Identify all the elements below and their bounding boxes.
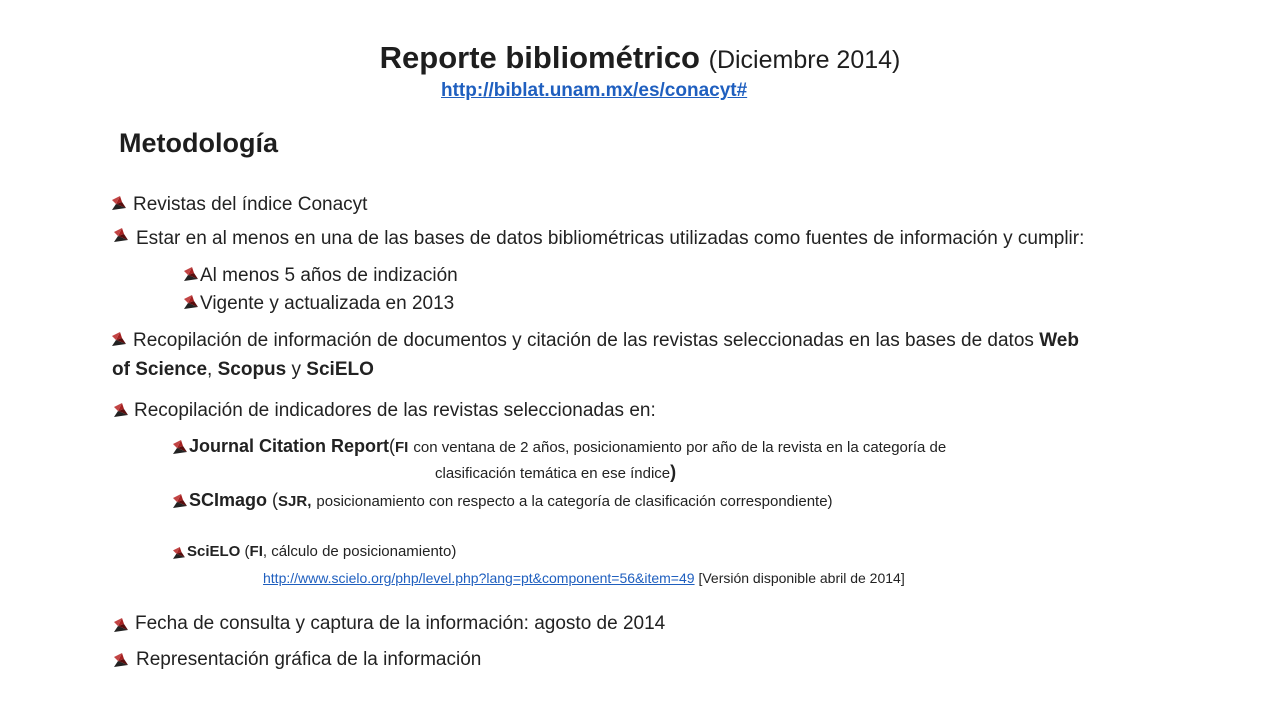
sub-bullet-indizacion: Al menos 5 años de indización bbox=[200, 265, 458, 286]
jcr-desc-2: clasificación temática en ese índice bbox=[435, 465, 671, 482]
bullet-conacyt: Revistas del índice Conacyt bbox=[133, 194, 368, 215]
b3-scopus: Scopus bbox=[217, 359, 287, 380]
biblat-link[interactable]: http://biblat.unam.mx/es/conacyt# bbox=[441, 80, 748, 101]
bullet-bases-datos: Estar en al menos en una de las bases de datos bibliométricas utilizadas como fuentes de información y cumplir: bbox=[136, 228, 1085, 249]
scimago-sjr: SJR, bbox=[278, 493, 312, 510]
jcr-open: ( bbox=[389, 436, 396, 456]
pinwheel-bullet-icon bbox=[184, 267, 198, 281]
scimago-name: SCImago bbox=[189, 490, 268, 510]
b3-wos-1: Web bbox=[1039, 330, 1079, 351]
pinwheel-bullet-icon bbox=[173, 440, 187, 454]
scielo-url-line bbox=[260, 570, 905, 586]
bullet-recopilacion-docs-cont bbox=[112, 359, 374, 381]
pinwheel-bullet-icon bbox=[173, 494, 187, 508]
b3-wos-2: of Science bbox=[112, 359, 208, 380]
b3-text: Recopilación de información de documentos y citación de las revistas seleccionadas en las bases de datos bbox=[133, 330, 1034, 351]
jcr-close: ) bbox=[670, 462, 677, 482]
scielo-name: SciELO bbox=[187, 543, 241, 560]
pinwheel-bullet-icon bbox=[112, 332, 126, 346]
scimago-line bbox=[189, 490, 833, 511]
jcr-name: Journal Citation Report bbox=[189, 436, 390, 456]
title-date: (Diciembre 2014) bbox=[708, 46, 901, 74]
scimago-open: ( bbox=[272, 490, 279, 510]
scielo-note: [Versión disponible abril de 2014] bbox=[698, 570, 905, 586]
bullet-fecha-consulta: Fecha de consulta y captura de la información: agosto de 2014 bbox=[135, 613, 666, 634]
b3-y: y bbox=[291, 359, 302, 380]
jcr-desc-1: con ventana de 2 años, posicionamiento por año de la revista en la categoría de bbox=[413, 439, 947, 456]
sub-bullet-vigente: Vigente y actualizada en 2013 bbox=[200, 293, 455, 314]
pinwheel-bullet-icon bbox=[112, 196, 126, 210]
bullet-representacion: Representación gráfica de la información bbox=[136, 649, 482, 670]
b3-scielo: SciELO bbox=[306, 359, 374, 380]
scielo-desc: , cálculo de posicionamiento) bbox=[262, 543, 457, 560]
page-title bbox=[0, 40, 1280, 76]
section-heading: Metodología bbox=[119, 128, 278, 158]
bullet-recopilacion-docs bbox=[133, 330, 1079, 352]
b3-comma: , bbox=[207, 359, 213, 380]
scielo-fi: FI bbox=[249, 543, 263, 560]
bullet-indicadores: Recopilación de indicadores de las revistas seleccionadas en: bbox=[134, 400, 656, 421]
scimago-desc: posicionamiento con respecto a la categoría de clasificación correspondiente) bbox=[316, 493, 833, 510]
pinwheel-bullet-icon bbox=[184, 295, 198, 309]
jcr-fi: FI bbox=[395, 439, 409, 456]
pinwheel-bullet-icon bbox=[173, 547, 185, 559]
pinwheel-bullet-icon bbox=[114, 653, 128, 667]
jcr-line bbox=[189, 436, 946, 457]
scielo-open: ( bbox=[244, 543, 250, 560]
jcr-line-2 bbox=[435, 462, 676, 483]
scielo-link[interactable]: http://www.scielo.org/php/level.php?lang=pt&component=56&item=49 bbox=[263, 570, 695, 586]
pinwheel-bullet-icon bbox=[114, 618, 128, 632]
title-main: Reporte bibliométrico bbox=[379, 40, 700, 75]
pinwheel-bullet-icon bbox=[114, 228, 128, 242]
pinwheel-bullet-icon bbox=[114, 403, 128, 417]
scielo-line bbox=[187, 543, 456, 560]
